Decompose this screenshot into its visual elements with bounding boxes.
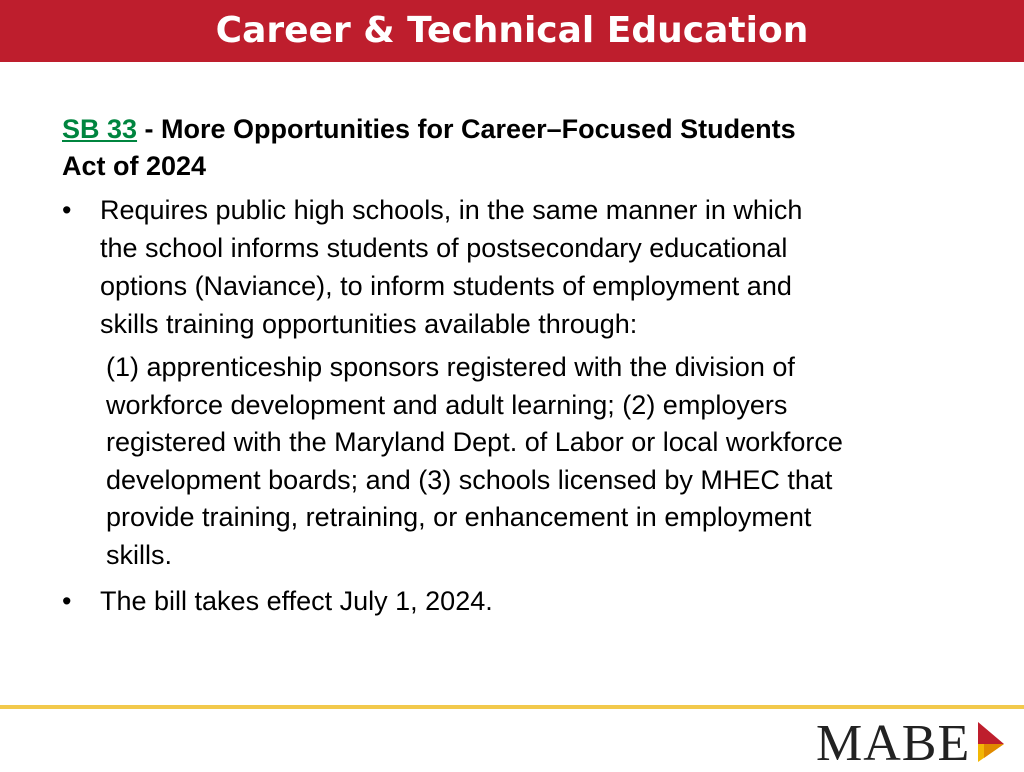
sub-paragraph-line: (1) apprenticeship sponsors registered with the division of (106, 352, 795, 382)
sub-paragraph (106, 349, 986, 574)
bullet-text-line: skills training opportunities available through: (100, 309, 638, 339)
bullet-item (62, 191, 962, 343)
bullet-text (100, 191, 940, 343)
bill-link[interactable]: SB 33 (62, 114, 138, 144)
sub-paragraph-line: provide training, retraining, or enhancement in employment (106, 502, 812, 532)
page-title: Career & Technical Education (215, 10, 809, 51)
bullet-icon: • (62, 586, 72, 616)
logo-text: MABE (816, 715, 971, 772)
sub-paragraph-line: registered with the Maryland Dept. of Labor or local workforce (106, 427, 843, 457)
bullet-item (62, 582, 962, 622)
mabe-logo (816, 712, 1016, 772)
bill-title-line-2: Act of 2024 (62, 151, 207, 181)
footer-divider (0, 705, 1024, 709)
bullet-text: The bill takes effect July 1, 2024. (100, 586, 493, 616)
arrow-chevron-icon (976, 720, 1006, 764)
sub-paragraph-line: workforce development and adult learning; (2) employers (106, 389, 788, 420)
sub-paragraph-line: skills. (106, 539, 172, 570)
header-bar (0, 0, 1024, 62)
sub-paragraph-line: development boards; and (3) schools licensed by MHEC that (106, 464, 833, 495)
bill-heading-line-1 (62, 111, 962, 148)
bullet-text-line: Requires public high schools, in the same manner in which (100, 195, 803, 225)
bullet-icon: • (62, 195, 72, 225)
bill-heading (62, 111, 962, 185)
bill-title: - More Opportunities for Career–Focused Students (137, 114, 796, 144)
bullet-text-line: the school informs students of postsecondary educational (100, 233, 788, 263)
bullet-text-line: options (Naviance), to inform students of employment and (100, 271, 792, 301)
